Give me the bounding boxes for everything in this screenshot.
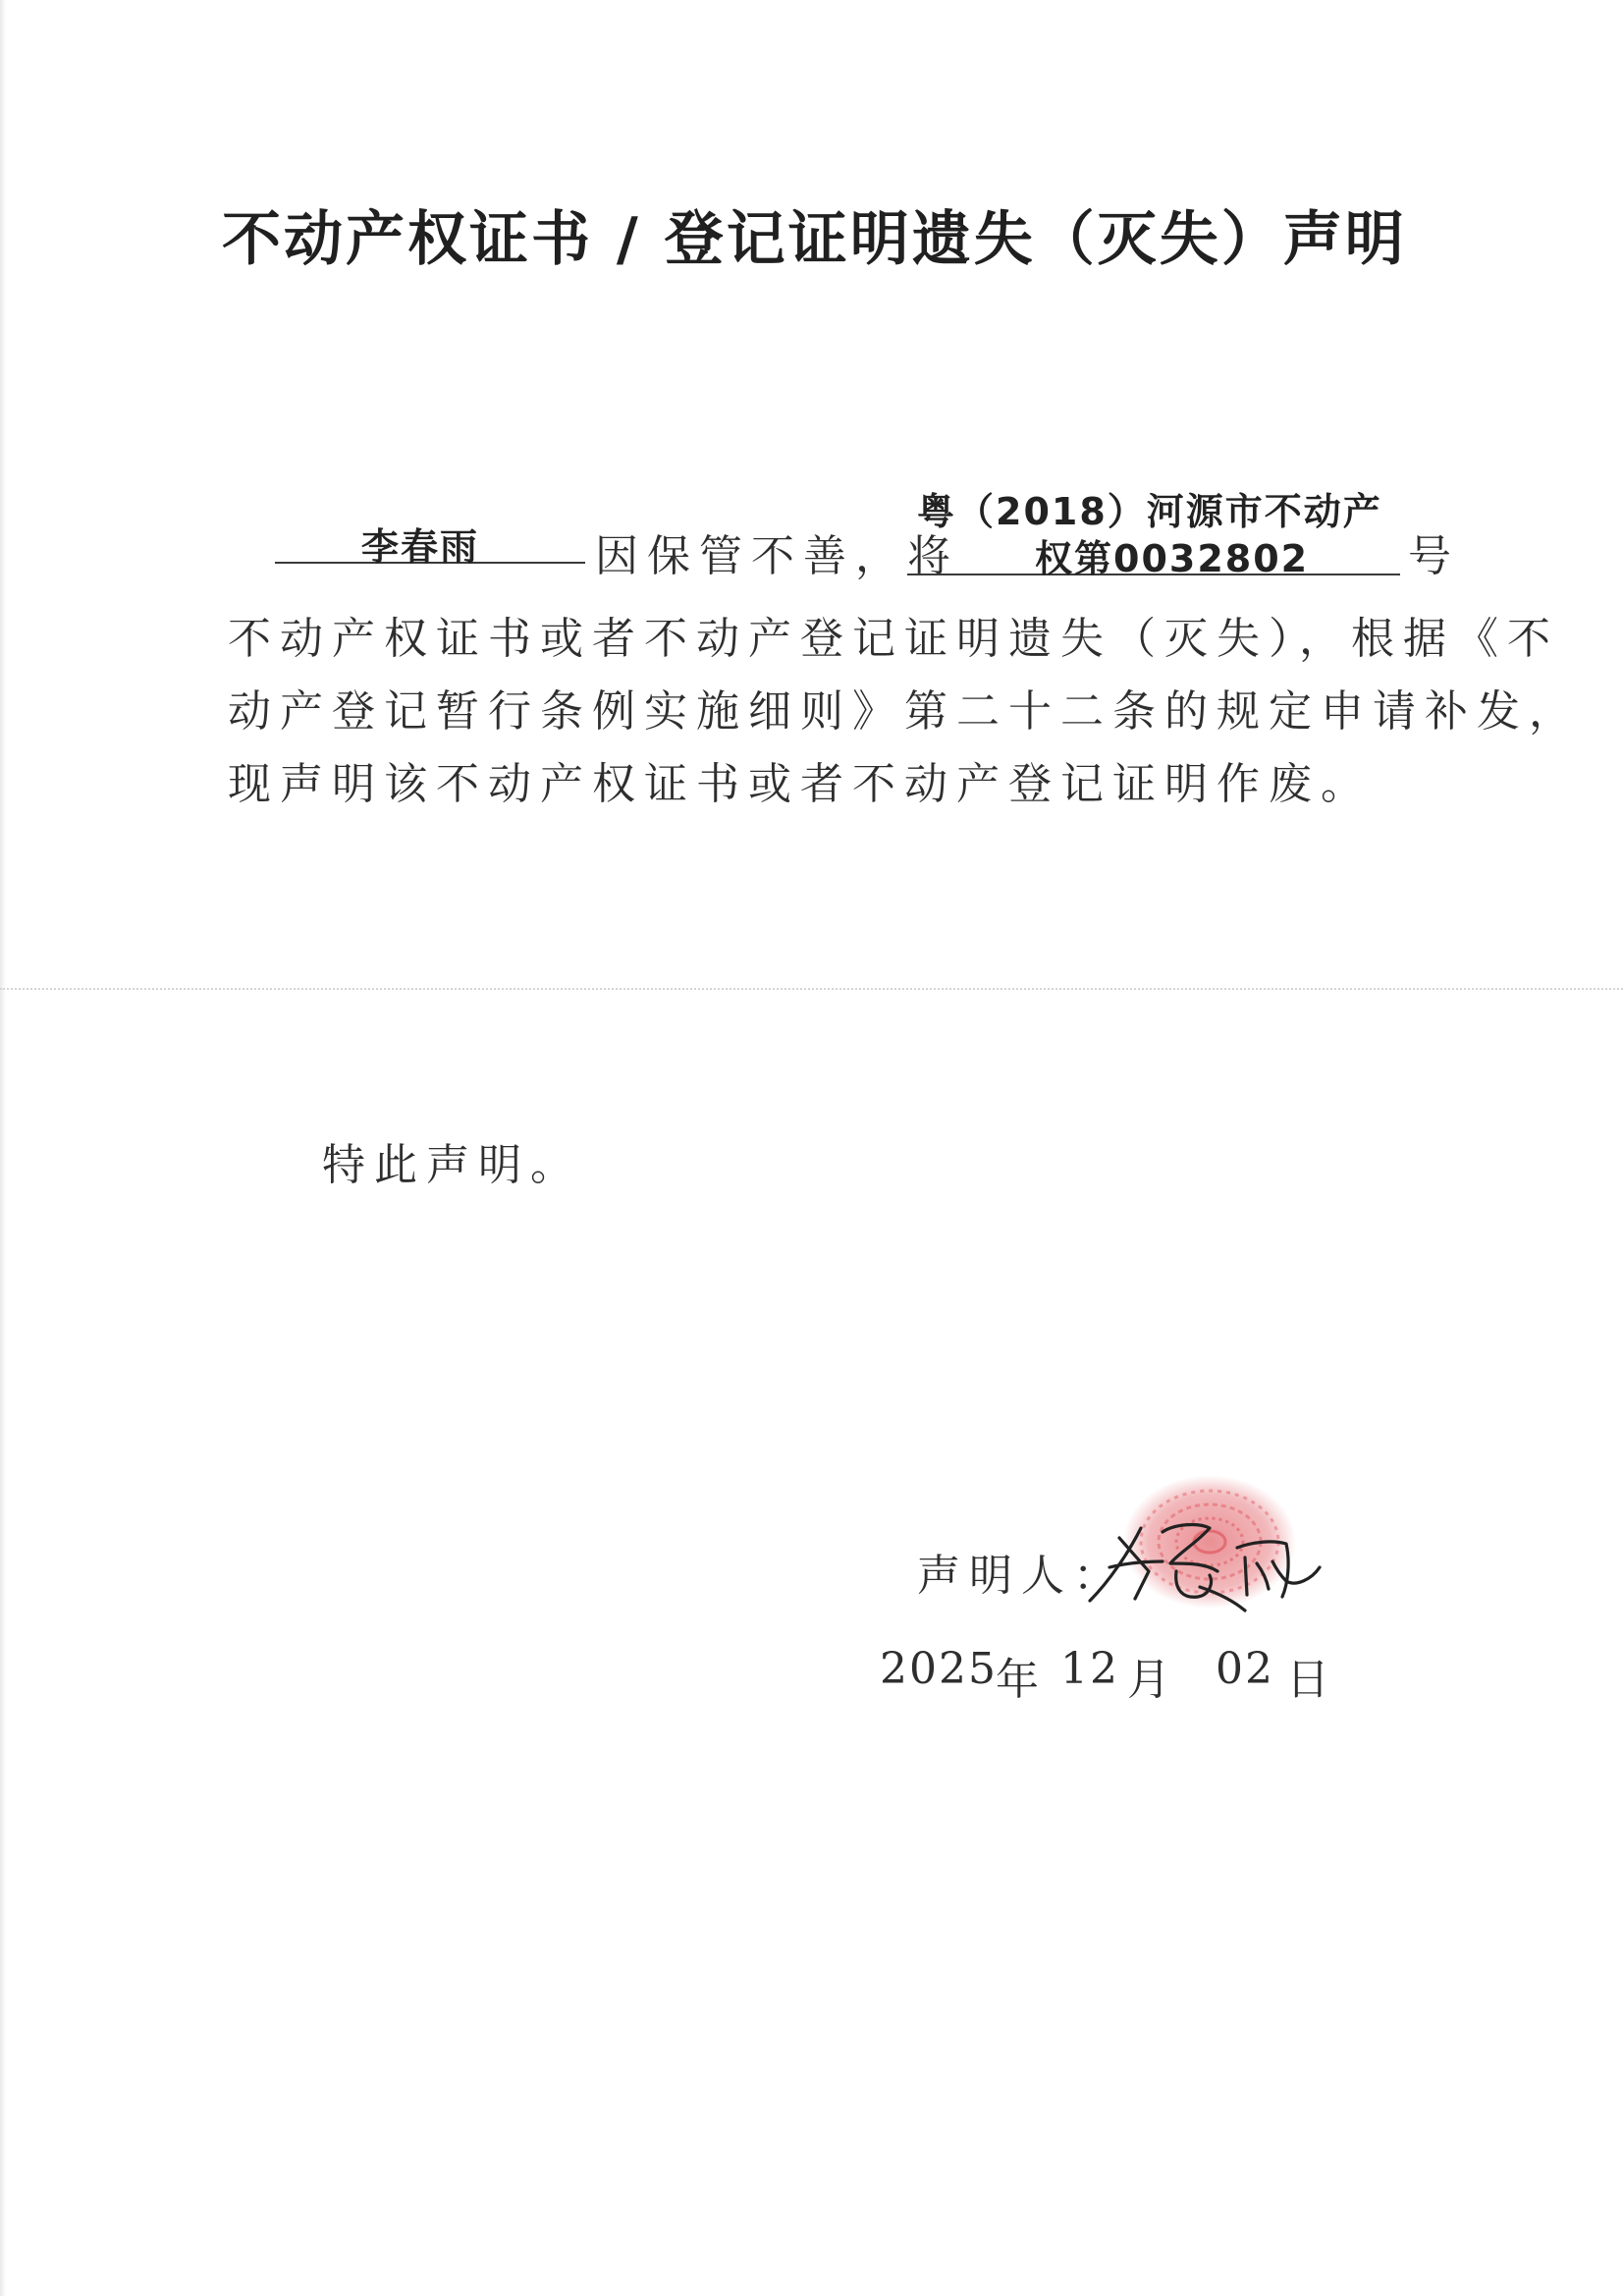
date-day-unit: 日 [1286, 1655, 1338, 1705]
date-month: 12 [1060, 1644, 1119, 1694]
scan-edge-shadow [0, 0, 6, 2296]
number-suffix: 号 [1408, 531, 1460, 581]
paragraph-line-1: 不动产权证书或者不动产登记证明遗失（灭失），根据《不 [228, 614, 1559, 664]
declarant-name-fill: 李春雨 [361, 525, 480, 569]
scan-fold-line [0, 988, 1623, 990]
date-month-unit: 月 [1127, 1655, 1179, 1705]
closing-statement: 特此声明。 [322, 1140, 582, 1190]
declarant-label: 声明人： [917, 1551, 1125, 1601]
paragraph-line-3: 现声明该不动产权证书或者不动产登记证明作废。 [228, 759, 1373, 809]
date-day: 02 [1216, 1644, 1274, 1694]
text-after-name: 因保管不善，将 [595, 531, 959, 581]
date-year-unit: 年 [996, 1655, 1048, 1705]
signature-graphic [1080, 1473, 1335, 1640]
handwritten-signature [1080, 1473, 1335, 1640]
date-year: 2025 [880, 1644, 998, 1694]
page-title: 不动产权证书 / 登记证明遗失（灭失）声明 [222, 205, 1407, 274]
paragraph-line-2: 动产登记暂行条例实施细则》第二十二条的规定申请补发， [228, 686, 1581, 737]
cert-number-fill-line2: 权第0032802 [1035, 537, 1310, 580]
cert-number-fill-line1: 粤（2018）河源市不动产 [917, 490, 1382, 533]
